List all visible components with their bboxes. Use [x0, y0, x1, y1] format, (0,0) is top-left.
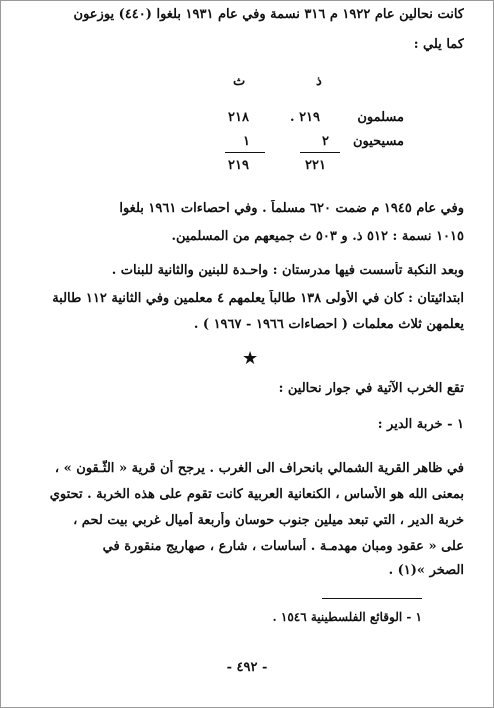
paragraph3-line1: وبعد النكبة تأسست فيها مدرستان : واحـدة للبنين والثانية للبنات . [111, 263, 464, 278]
paragraph4-line2: بمعنى الله هو الأساس ، الكنعانية العربية كانت تقوم على هذه الخربة . تحتوي [49, 487, 464, 502]
table-col-female: ث [233, 74, 246, 89]
paragraph4-line1: في ظاهر القرية الشمالي بانحراف الى الغرب . يرجح أن قرية « الثُّـقون » ، [54, 461, 464, 476]
table-sum-rule-female [225, 152, 265, 153]
page-number: - ٤٩٢ - [226, 660, 268, 675]
paragraph3-line2: ابتدائيتان : كان في الأولى ١٣٨ طالباً يعلمهم ٤ معلمين وفي الثانية ١١٢ طالبة [52, 291, 464, 306]
paragraph2-line2: ١٠١٥ نسمة : ٥١٢ ذ. و ٥٠٣ ث جميعهم من المسلمين. [171, 229, 464, 244]
table-row-christians-female: ١ [243, 134, 250, 149]
paragraph4-line5: الصخر »(١) . [388, 563, 464, 578]
table-row-muslims-male: ٢١٩ . [290, 110, 321, 125]
paragraph4-line4: على « عقود ومبان مهدمـة . أساسات ، شارع ، صهاريج منقورة في [102, 539, 464, 554]
table-total-female: ٢١٩ [228, 158, 249, 173]
paragraph4-line3: خربة الدير ، التي تبعد ميلين جنوب حوسان وأربعة أميال غربي بيت لحم ، [73, 513, 464, 528]
table-row-christians-male: ٢ [322, 134, 329, 149]
table-row-muslims-label: مسلمون [357, 110, 404, 125]
footnote: ١ - الوقائع الفلسطينية ١٥٤٦ . [272, 610, 422, 624]
paragraph1-line1: كانت نحالين عام ١٩٢٢ م ٣١٦ نسمة وفي عام ١٩٣١ بلغوا (٤٤٠) يوزعون [73, 7, 464, 22]
table-row-christians-label: مسيحيون [352, 134, 404, 149]
table-col-male: ذ [316, 74, 322, 89]
section-heading: ١ - خربة الدير : [377, 417, 464, 432]
footnote-rule [322, 598, 422, 599]
table-row-muslims-female: ٢١٨ [228, 110, 249, 125]
paragraph2-line1: وفي عام ١٩٤٥ م ضمت ٦٢٠ مسلماً . وفي احصاءات ١٩٦١ بلغوا [119, 201, 464, 216]
paragraph1-line2: كما يلي : [413, 37, 464, 52]
paragraph3-line3: يعلمهن ثلاث معلمات ( احصاءات ١٩٦٦ - ١٩٦٧ ) . [193, 317, 464, 332]
table-total-male: ٢٢١ [305, 158, 326, 173]
section-intro: تقع الخرب الآتية في جوار نحالين : [278, 381, 464, 396]
separator-star: ★ [242, 348, 259, 369]
table-sum-rule-male [300, 152, 340, 153]
